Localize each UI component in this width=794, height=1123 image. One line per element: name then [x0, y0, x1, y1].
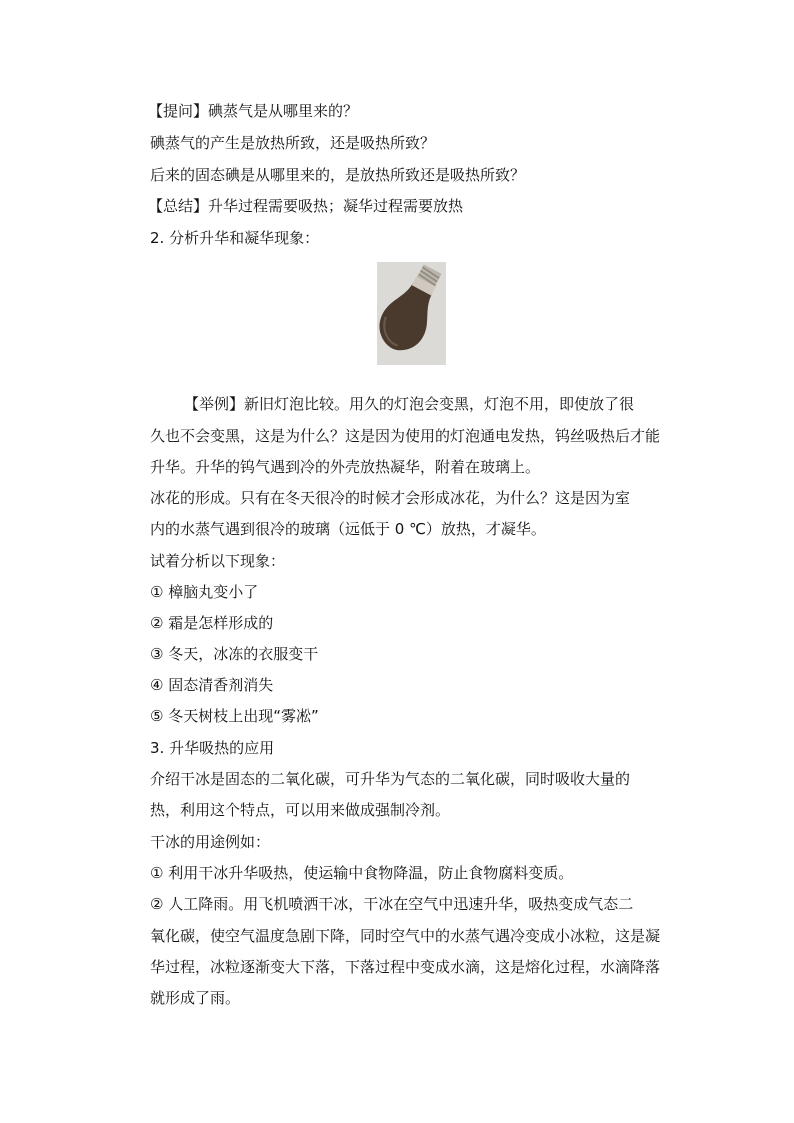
summary-line: 【总结】升华过程需要吸热；凝华过程需要放热: [148, 197, 464, 215]
dry-ice-use-2-line-3: 华过程，冰粒逐渐变大下落，下落过程中变成水滴，这是熔化过程，水滴降落: [150, 958, 661, 976]
dry-ice-use-2-line-1: ② 人工降雨。用飞机喷洒干冰，干冰在空气中迅速升华，吸热变成气态二: [150, 895, 634, 913]
dry-ice-paragraph-line-2: 热，利用这个特点，可以用来做成强制冷剂。: [150, 801, 451, 819]
example-paragraph-2-line-1: 冰花的形成。只有在冬天很冷的时候才会形成冰花，为什么？这是因为室: [150, 489, 631, 507]
phenomenon-item-5: ⑤ 冬天树枝上出现“雾凇”: [150, 707, 319, 725]
light-bulb-icon: [377, 262, 446, 365]
dry-ice-use-2-line-2: 氧化碳，使空气温度急剧下降，同时空气中的水蒸气遇冷变成小冰粒，这是凝: [150, 927, 661, 945]
phenomenon-item-3: ③ 冬天，冰冻的衣服变干: [150, 645, 319, 663]
phenomenon-item-2: ② 霜是怎样形成的: [150, 614, 274, 632]
question-line-2: 碘蒸气的产生是放热所致，还是吸热所致？: [150, 134, 436, 152]
phenomenon-item-1: ① 樟脑丸变小了: [150, 583, 259, 601]
try-analyze-title: 试着分析以下现象：: [150, 552, 286, 570]
section-3-title: 3. 升华吸热的应用: [150, 739, 275, 757]
light-bulb-image: [377, 262, 446, 365]
example-paragraph-1-line-1: 【举例】新旧灯泡比较。用久的灯泡会变黑，灯泡不用，即使放了很: [184, 395, 635, 413]
dry-ice-use-2-line-4: 就形成了雨。: [150, 989, 241, 1007]
example-paragraph-2-line-2: 内的水蒸气遇到很冷的玻璃（远低于 0 ℃）放热，才凝华。: [150, 520, 546, 538]
question-line-3: 后来的固态碘是从哪里来的，是放热所致还是吸热所致？: [150, 166, 526, 184]
question-line-1: 【提问】碘蒸气是从哪里来的？: [148, 102, 359, 120]
example-paragraph-1-line-2: 久也不会变黑，这是为什么？这是因为使用的灯泡通电发热，钨丝吸热后才能: [150, 427, 661, 445]
dry-ice-paragraph-line-1: 介绍干冰是固态的二氧化碳，可升华为气态的二氧化碳，同时吸收大量的: [150, 770, 631, 788]
section-2-title: 2. 分析升华和凝华现象：: [150, 229, 320, 247]
example-paragraph-1-line-3: 升华。升华的钨气遇到冷的外壳放热凝华，附着在玻璃上。: [150, 458, 541, 476]
phenomenon-item-4: ④ 固态清香剂消失: [150, 676, 274, 694]
dry-ice-use-1: ① 利用干冰升华吸热，使运输中食物降温，防止食物腐料变质。: [150, 864, 574, 882]
dry-ice-uses-title: 干冰的用途例如：: [150, 833, 271, 851]
